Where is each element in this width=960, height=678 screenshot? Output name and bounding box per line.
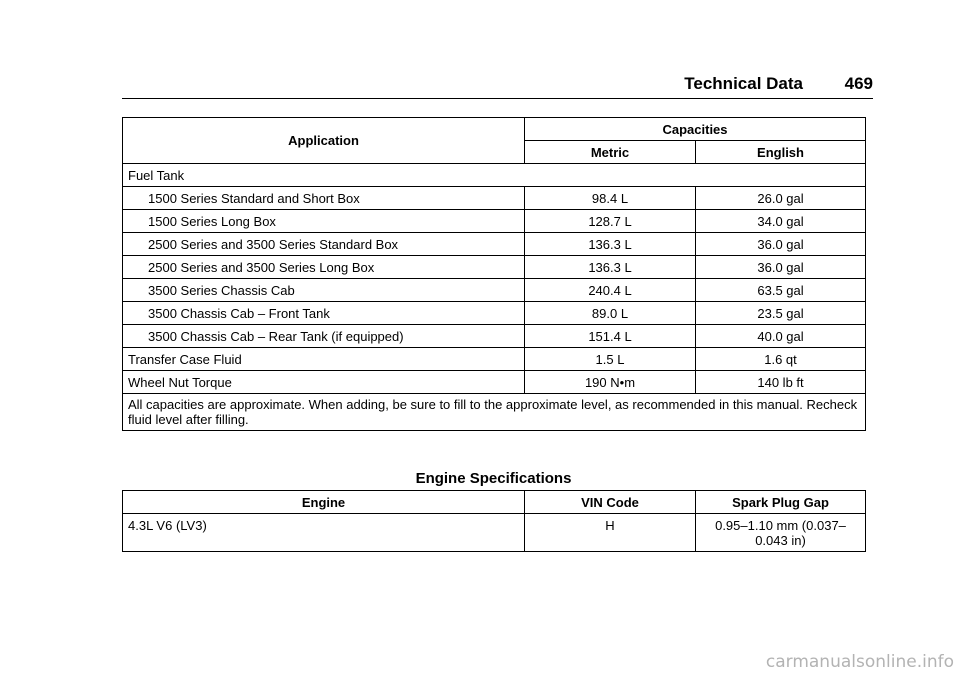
- table-row: [123, 302, 866, 325]
- table-row: [123, 256, 866, 279]
- row-english: 40.0 gal: [696, 325, 866, 348]
- header-engine: Engine: [123, 491, 525, 514]
- header-english: English: [696, 141, 866, 164]
- header-application: Application: [123, 118, 525, 164]
- row-label: Wheel Nut Torque: [123, 371, 525, 394]
- row-metric: 240.4 L: [525, 279, 696, 302]
- row-metric: 151.4 L: [525, 325, 696, 348]
- header-vin-code: VIN Code: [525, 491, 696, 514]
- row-metric: 136.3 L: [525, 256, 696, 279]
- row-label: 3500 Series Chassis Cab: [123, 279, 525, 302]
- table-row: [123, 348, 866, 371]
- section-title: Technical Data: [684, 74, 803, 93]
- table-row: [123, 371, 866, 394]
- capacities-note: All capacities are approximate. When adding, be sure to fill to the approximate level, as recommended in this manual. Recheck fluid level after filling.: [123, 394, 866, 431]
- vin-code: H: [525, 514, 696, 552]
- page-number: 469: [844, 74, 873, 93]
- row-label: 1500 Series Long Box: [123, 210, 525, 233]
- header-spark-plug-gap: Spark Plug Gap: [696, 491, 866, 514]
- row-label: 1500 Series Standard and Short Box: [123, 187, 525, 210]
- header-capacities: Capacities: [525, 118, 866, 141]
- spark-plug-gap: 0.95–1.10 mm (0.037–0.043 in): [696, 514, 866, 552]
- row-label: 3500 Chassis Cab – Rear Tank (if equipped): [123, 325, 525, 348]
- page-header: [122, 72, 873, 99]
- row-label: Transfer Case Fluid: [123, 348, 525, 371]
- row-english: 34.0 gal: [696, 210, 866, 233]
- row-english: 140 lb ft: [696, 371, 866, 394]
- row-english: 63.5 gal: [696, 279, 866, 302]
- row-label: 2500 Series and 3500 Series Standard Box: [123, 233, 525, 256]
- watermark: carmanualsonline.info: [765, 652, 954, 672]
- capacities-table: [122, 117, 866, 431]
- row-english: 36.0 gal: [696, 233, 866, 256]
- row-metric: 1.5 L: [525, 348, 696, 371]
- row-metric: 89.0 L: [525, 302, 696, 325]
- table-row: [123, 279, 866, 302]
- table-row: [123, 514, 866, 552]
- row-metric: 190 N•m: [525, 371, 696, 394]
- engine-specs-table: [122, 490, 866, 552]
- table-row: [123, 187, 866, 210]
- row-english: 26.0 gal: [696, 187, 866, 210]
- row-label: 3500 Chassis Cab – Front Tank: [123, 302, 525, 325]
- row-label: 2500 Series and 3500 Series Long Box: [123, 256, 525, 279]
- engine-name: 4.3L V6 (LV3): [123, 514, 525, 552]
- row-metric: 136.3 L: [525, 233, 696, 256]
- row-english: 1.6 qt: [696, 348, 866, 371]
- table-row: [123, 210, 866, 233]
- row-english: 36.0 gal: [696, 256, 866, 279]
- group-fuel-tank: Fuel Tank: [123, 164, 866, 187]
- row-metric: 98.4 L: [525, 187, 696, 210]
- table-row: [123, 325, 866, 348]
- row-metric: 128.7 L: [525, 210, 696, 233]
- header-metric: Metric: [525, 141, 696, 164]
- row-english: 23.5 gal: [696, 302, 866, 325]
- table-row: [123, 233, 866, 256]
- engine-specs-title: Engine Specifications: [415, 470, 572, 487]
